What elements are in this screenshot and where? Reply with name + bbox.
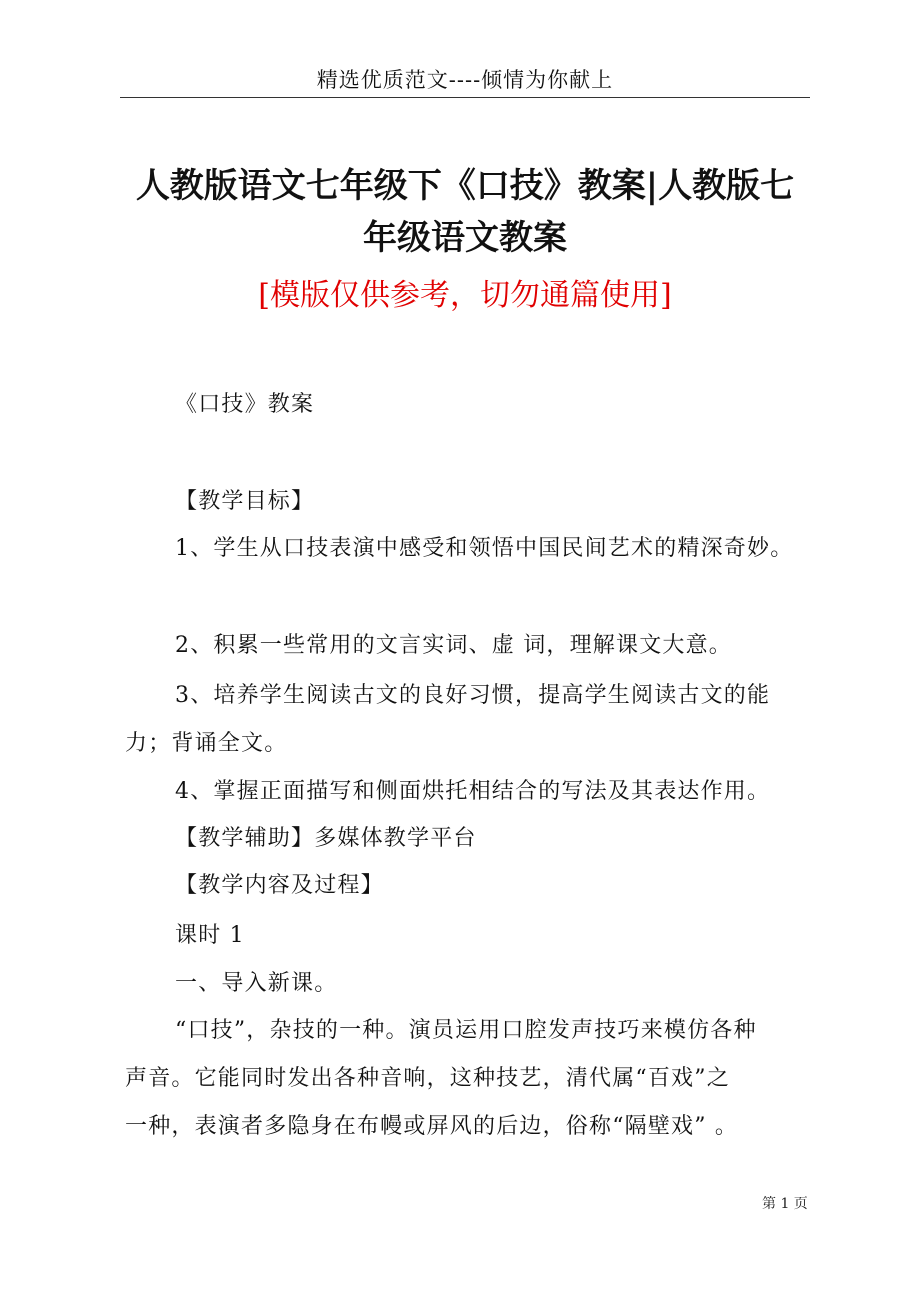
document-title-line-2: 年级语文教案	[363, 218, 567, 258]
paragraph-line-3: 一种，表演者多隐身在布幔或屏风的后边，俗称“隔壁戏” 。	[125, 1114, 739, 1139]
paragraph-line-2: 声音。它能同时发出各种音响，这种技艺，清代属“百戏”之	[125, 1066, 730, 1091]
teaching-aids: 【教学辅助】多媒体教学平台	[175, 826, 477, 851]
lesson-title: 《口技》教案	[175, 392, 315, 417]
paragraph-line-1: “口技”，杂技的一种。演员运用口腔发声技巧来模仿各种	[175, 1018, 757, 1043]
section-heading-1: 一、导入新课。	[175, 971, 338, 996]
class-period: 课时 1	[175, 923, 245, 948]
page-number: 第 1 页	[762, 1196, 808, 1212]
document-title	[120, 160, 810, 264]
objectives-heading: 【教学目标】	[175, 489, 315, 514]
objective-3-line-2: 力；背诵全文。	[125, 731, 288, 756]
header-divider	[120, 97, 810, 98]
template-note: [模版仅供参考，切勿通篇使用]	[258, 278, 672, 313]
objective-1: 1、学生从口技表演中感受和领悟中国民间艺术的精深奇妙。	[175, 536, 794, 561]
content-heading: 【教学内容及过程】	[175, 873, 384, 898]
document-title-line-1: 人教版语文七年级下《口技》教案|人教版七	[135, 166, 795, 206]
objective-4: 4、掌握正面描写和侧面烘托相结合的写法及其表达作用。	[175, 779, 771, 804]
objective-2: 2、积累一些常用的文言实词、虚 词，理解课文大意。	[175, 633, 732, 658]
running-header: 精选优质范文----倾情为你献上	[316, 68, 614, 92]
objective-3-line-1: 3、培养学生阅读古文的良好习惯，提高学生阅读古文的能	[175, 683, 771, 708]
